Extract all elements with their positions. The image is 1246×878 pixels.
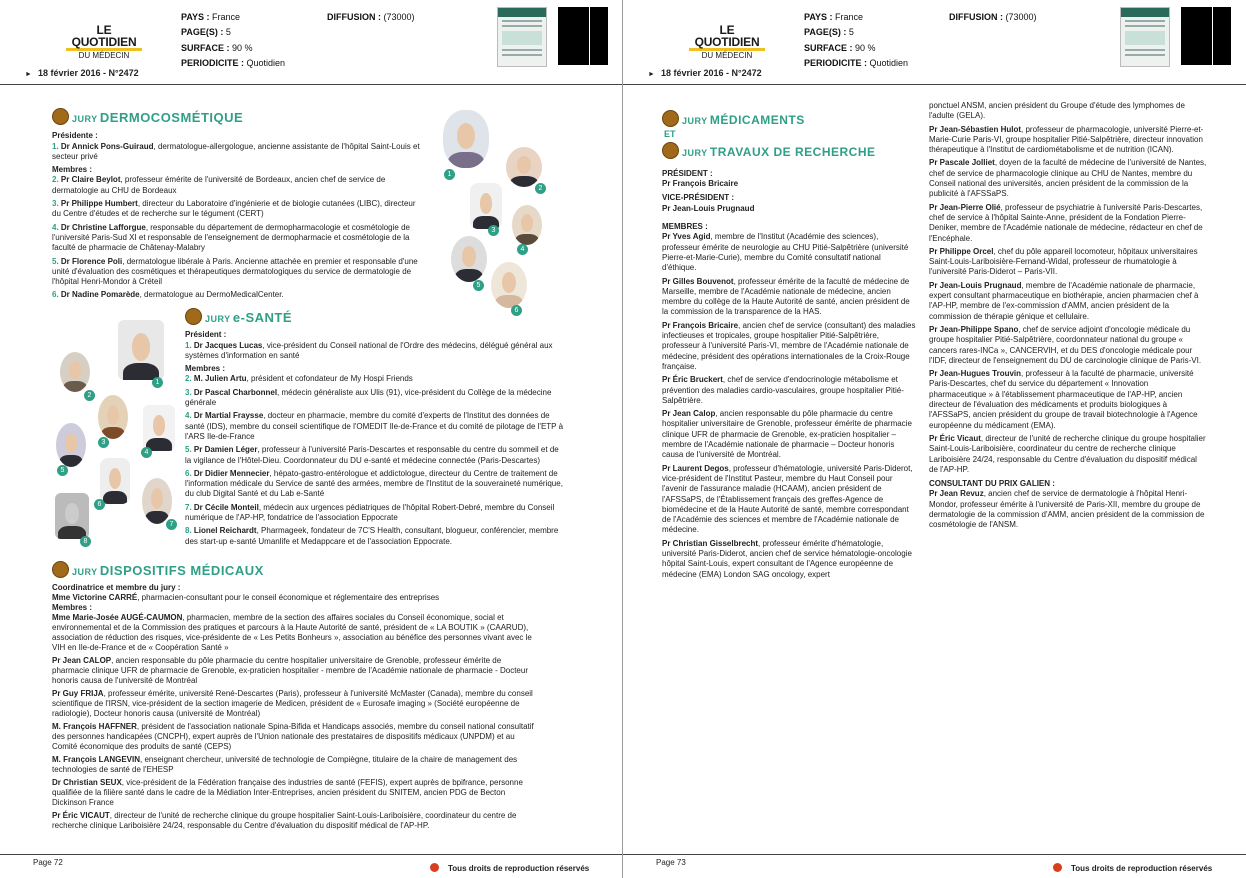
portrait-photo [118,320,164,380]
member-name: Pr Jean-Hugues Trouvin [929,369,1022,379]
jury-member-entry [929,434,1207,475]
member-description: , responsable du département de dermopharmacologie et cosmétologie de l'université Paris-Sud XI et responsable de l'enseignement de dermopharmacie et cosmétologie de la faculté de pharmacie de Châtenay-Malabry [52,222,410,253]
jury-member-entry [662,232,917,273]
bullet-icon [1053,863,1062,872]
member-description: , médecin aux urgences pédiatriques de l'hôpital Robert-Debré, membre du Conseil numérique de l'AP-HP, fondatrice de l'association Eppocrate [185,502,555,523]
member-description: , président de l'association nationale Spina-Bifida et Handicaps associés, membre du conseil national consultatif des personnes handicapées (CNCPH), expert auprès de l'Union nationale des prestataires de dispositifs médicaux (UNPDM) et au Comité économique des produits de santé (CEPS) [52,722,534,751]
member-name: Dr Florence Poli [60,256,123,266]
photo-number-badge: 4 [141,447,152,458]
member-name: M. François LANGEVIN [52,755,141,764]
issue-date: ► 18 février 2016 - N°2472 [25,68,139,78]
member-description: , membre de l'Institut (Académie des sciences), professeur émérite de neurologie au CHU Pitié-Salpêtrière (université Pierre-et-Marie-Curie), membre du Comité consultatif national d'éthique. [662,232,909,273]
member-name: Pr Éric VICAUT [52,811,110,820]
member-name: Mme Marie-Josée AUGÉ-CAUMON [52,613,183,622]
member-description: , doyen de la faculté de médecine de l'université de Nantes, chef de service de pharmacologie clinique au CHU de Nantes, membre du Conseil national des universités, ancien président de la commission de la publicité à l'AFSSaPS. [929,158,1207,199]
member-name: Pr Éric Vicaut [929,433,981,443]
member-description: , professeur à l'université Paris-Descartes et responsable du centre du sommeil et de la vigilance de l'Hôtel-Dieu. Coordonnateur du DU e-santé et médecine connectée (Paris-Descartes) [185,445,559,465]
member-name: Pr Philippe Humbert [60,199,138,209]
jury-member-entry [52,689,538,719]
portrait-photo [451,236,487,282]
medal-icon [662,110,679,127]
section-heading: JURY DERMOCOSMÉTIQUE [52,108,422,125]
member-name: M. Julien Artu [193,374,247,384]
jury-member-entry: 4. Dr Martial Fraysse, docteur en pharmacie, membre du comité d'experts de l'Institut des données de santé (IDS), membre du conseil scientifique de l'OMEDIT Ile-de-France et du comité de pilotage de l'ETP à l'ARS Ile-de-France [185,411,564,441]
jury-member-entry [52,656,538,686]
jury-member-entry: 3. Dr Pascal Charbonnel, médecin généraliste aux Ulis (91), vice-président du Collège de la médecine générale [185,387,552,408]
medal-icon [52,561,69,578]
member-description: , professeur de pharmacologie, université Pierre-et-Marie-Curie Paris-VI, groupe hospitalier Pitié-Salpêtrière, directeur innovation thérapeutique à l'Institut de cardiométabolisme et de nutrition (ICAN). [929,124,1204,155]
copyright-notice: Tous droits de reproduction réservés [1053,863,1212,873]
medicaments-col2: ponctuel ANSM, ancien président du Groupe d'étude des lymphomes de l'adulte (GELA). Pr Jean-Sébastien Hulot, professeur de pharmacologie, université Pierre-et-Marie-Curie Paris-VI, groupe hospitalier Pitié-Salpêtrière, directeur innovation thérapeutique à l'Institut de cardiométabolisme et de nutrition (ICAN). Pr Pascale Jolliet, doyen de la faculté de médecine de l'université de Nantes, chef de service de pharmacologie clinique au CHU de Nantes, membre du Conseil national des universités, ancien président de la commission de la publicité à l'AFSSaPS. Pr Jean-Pierre Olié, professeur de psychiatrie à l'université Paris-Descartes, chef de service à l'hôpital Sainte-Anne, président de la Fondation Pierre-Deniker, membre de l'Académie nationale de médecine, rédacteur en chef de l'Encéphale. Pr Philippe Orcel, chef du pôle appareil locomoteur, hôpitaux universitaires Saint-Louis-Lariboisière-Fernand-Widal, professeur de rhumatologie à l'université Paris-Diderot – Paris-VII. Pr Jean-Louis Prugnaud, membre de l'Académie nationale de pharmacie, expert consultant pharmaceutique en biothérapie, ancien pharmacien chef à l'AP-HP, membre de l'ex-commission d'AMM, ancien président de la commission de thérapie génique et cellulaire. Pr Jean-Philippe Spano, chef de service adjoint d'oncologie médicale du groupe hospitalier Pitié-Salpêtrière, coordonnateur national du groupe « cancers rares-INCa », CANCERVIH, et du DES d'oncologie médicale pour l'IDF, directeur de l'enseignement du DU de carcinologie clinique de Paris-VI. Pr Jean-Hugues Trouvin, professeur à la faculté de pharmacie, université Paris-Descartes, chef du service du département « Innovation pharmaceutique » à l'établissement pharmaceutique de l'AP-HP, ancien directeur de l'évaluation des médicaments et produits biologiques à l'AFSSaPS, ancien président du groupe de travail biotechnologie à l'Agence européenne du médicament (EMA). Pr Éric Vicaut, directeur de l'unité de recherche clinique du groupe hospitalier Saint-Louis-Lariboisière, coordinateur du centre de recherche clinique Lariboisière 24/24, responsable du Centre d'évaluation du dispositif médical de l'AP-HP. CONSULTANT DU PRIX GALIEN : Pr Jean Revuz, ancien chef de service de dermatologie à l'hôpital Henri-Mondor, professeur émérite à l'université de Paris-XII, membre du groupe de dermatologie de la commission d'AMM, ancien président de la commission de cosmétologie de l'ANSM. [929,101,1207,530]
jury-member-entry [929,281,1207,322]
medal-icon [185,308,202,325]
jury-member-entry [929,325,1207,366]
page-number: Page 73 [656,858,686,867]
copyright-notice: Tous droits de reproduction réservés [430,863,589,873]
portrait-photo [55,493,89,539]
photo-number-badge: 6 [94,499,105,510]
jury-member-entry: 5. Pr Damien Léger, professeur à l'université Paris-Descartes et responsable du centre du sommeil et de la vigilance de l'Hôtel-Dieu. Coordonnateur du DU e-santé et médecine connectée (Paris-Descartes) [185,445,559,465]
member-description: , dermatologue libérale à Paris. Ancienne attachée en premier et responsable d'une unité d'évaluation des cosmétiques et thérapeutiques dermatologiques du service de dermatologie de l'hôpital Henri-Mondor à Créteil [52,256,418,287]
heading-connector: ET [664,129,676,140]
section-dispositifs: JURY DISPOSITIFS MÉDICAUX Coordinatrice et membre du jury : Mme Victorine CARRÉ, pharmacien-consultant pour le conseil économique et réglementaire des entreprises Membres : Mme Marie-Josée AUGÉ-CAUMON, pharmacien, membre de la section des affaires sociales du Conseil économique, social et environnemental et de la Commission des pratiques et parcours à la Haute Autorité de santé, président de « LA BOUTIK » (CAARUD), association de réduction des risques, vice-présidente de « Les Petits Bonheurs », association au bénéfice des personnes vivant avec le VIH en Ile-de-France et de « Coopération Santé » Pr Jean CALOP, ancien responsable du pôle pharmacie du centre hospitalier universitaire de Grenoble, professeur émérite de pharmacie clinique UFR de pharmacie de Grenoble, ex-praticien hospitalier - membre de l'Académie nationale de pharmacie - Docteur honoris causa de l'université de Montréal Pr Guy FRIJA, professeur émérite, université René-Descartes (Paris), professeur à l'université McMaster (Canada), membre du conseil scientifique de l'IRSN, vice-président de la section imagerie de Medicen, président de « Eurosafe imaging » (Société européenne de radiologie), Docteur honoris causa (université de Montréal) M. François HAFFNER, président de l'association nationale Spina-Bifida et Handicaps associés, membre du conseil national consultatif des personnes handicapées (CNCPH), expert auprès de l'Union nationale des prestataires de dispositifs médicaux (UNPDM) et au Comité économique des produits de santé (CEPS) M. François LANGEVIN, enseignant chercheur, université de technologie de Compiègne, titulaire de la chaire de management des technologies de santé de l'EHESP Dr Christian SEUX, vice-président de la Fédération française des industries de santé (FEFIS), expert auprès de bpifrance, personne qualifiée de la filière santé dans le cadre de la Médiation Inter-Entreprises, ancien président du SNITEM, ancien PDG de Becton Dickinson France Pr Éric VICAUT, directeur de l'unité de recherche clinique du groupe hospitalier Saint-Louis-Lariboisière, coordinateur du centre de recherche clinique Lariboisière 24/24, responsable du Centre d'évaluation du dispositif médical de l'AP-HP. [52,561,538,834]
photo-number-badge: 3 [488,225,499,236]
member-name: Dr Christian SEUX [52,778,122,787]
section-heading: JURY TRAVAUX DE RECHERCHE [662,142,917,159]
member-description: , professeur à la faculté de pharmacie, université Paris-Descartes, chef du service du département « Innovation pharmaceutique » à l'établissement pharmaceutique de l'AP-HP, ancien directeur de l'évaluation des médicaments et produits biologiques à l'AFSSaPS, ancien président du groupe de travail biotechnologie à l'Agence européenne du médicament (EMA). [929,369,1198,430]
member-name: Pr Jean-Louis Prugnaud [929,280,1022,290]
member-description: , professeur d'hématologie, université Paris-Diderot, vice-président de l'Institut Pasteur, membre du Haut Conseil pour l'avenir de l'assurance maladie (HCAAM), ancien président de l'AFSSaPS, de l'Établissement français des greffes-Agence de biomédecine et de la Haute Autorité de santé, membre correspondant de l'Académie des sciences et membre de l'Académie nationale de médecine. [662,463,913,535]
source-meta: PAYS : France PAGE(S) : 5 SURFACE : 90 % PERIODICITE : Quotidien [181,12,286,68]
member-name: Dr Pascal Charbonnel [193,387,278,397]
jury-member-entry [929,369,1207,431]
member-description: , chef de service adjoint d'oncologie médicale du groupe hospitalier Pitié-Salpêtrière, coordonnateur national du groupe « cancers rares-INCa », CANCERVIH, et du DES d'oncologie médicale pour l'IDF, directeur de l'enseignement du DU de carcinologie clinique de Paris-VI. [929,324,1202,365]
medal-icon [52,108,69,125]
jury-member-entry: 2. M. Julien Artu, président et cofondateur de My Hospi Friends [185,374,413,384]
member-name: Pr Jean-Sébastien Hulot [929,124,1022,134]
member-description: , vice-président de la Fédération française des industries de santé (FEFIS), expert auprès de bpifrance, personne qualifiée de la filière santé dans le cadre de la Médiation Inter-Entreprises, ancien président du SNITEM, ancien PDG de Becton Dickinson France [52,778,523,807]
page-header [0,0,622,85]
jury-member-entry [52,722,538,752]
jury-member-entry: 6. Dr Didier Mennecier, hépato-gastro-entérologue et addictologue, directeur du Centre de traitement de l'information médicale du Service de santé des armées, membre de l'Institut de la souveraineté numérique, du club Digital Santé et du Lab e-Santé [185,468,563,499]
portrait-photo [56,423,86,467]
section-esante: JURY e-SANTÉ Président : 1. Dr Jacques Lucas, vice-président du Conseil national de l'Ordre des médecins, délégué général aux systèmes d'information en santé Membres : 2. M. Julien Artu, président et cofondateur de My Hospi Friends 3. Dr Pascal Charbonnel, médecin généraliste aux Ulis (91), vice-président du Collège de la médecine générale 4. Dr Martial Fraysse, docteur en pharmacie, membre du comité d'experts de l'Institut des données de santé (IDS), membre du conseil scientifique de l'OMEDIT Ile-de-France et du comité de pilotage de l'ETP à l'ARS Ile-de-France 5. Pr Damien Léger, professeur à l'université Paris-Descartes et responsable du centre du sommeil et de la vigilance de l'Hôtel-Dieu. Coordonnateur du DU e-santé et médecine connectée (Paris-Descartes) 6. Dr Didier Mennecier, hépato-gastro-entérologue et addictologue, directeur du Centre de traitement de l'information médicale du Service de santé des armées, membre de l'Institut de la souveraineté numérique, du club Digital Santé et du Lab e-Santé 7. Dr Cécile Monteil, médecin aux urgences pédiatriques de l'hôpital Robert-Debré, membre du Conseil numérique de l'AP-HP, fondatrice de l'association Eppocrate 8. Lionel Reichardt, Pharmageek, fondateur de 7C'S Health, consultant, blogueur, conférencier, membre des start-up e-santé Umanlife et Medappcare et de l'association Eppocrate. [185,310,564,546]
member-name: M. François HAFFNER [52,722,137,731]
section-heading: JURY DISPOSITIFS MÉDICAUX [52,561,538,578]
jury-member-entry: 3. Pr Philippe Humbert, directeur du Laboratoire d'ingénierie et de biologie cutanées (LIBC), directeur du Centre d'études et de recherche sur le tégument (CERT) [52,199,416,219]
member-name: Pr Guy FRIJA [52,689,104,698]
photo-number-badge: 4 [517,244,528,255]
portrait-photo [470,183,502,229]
medicaments-col1: JURY MÉDICAMENTS ET JURY TRAVAUX DE RECHERCHE PRÉSIDENT : Pr François Bricaire VICE-PRÉSIDENT : Pr Jean-Louis Prugnaud MEMBRES : Pr Yves Agid, membre de l'Institut (Académie des sciences), professeur émérite de neurologie au CHU Pitié-Salpêtrière (université Pierre-et-Marie-Curie), membre du Comité consultatif national d'éthique. Pr Gilles Bouvenot, professeur émérite de la faculté de médecine de Marseille, membre de l'Académie nationale de médecine, ancien membre du collège de la Haute Autorité de santé, ancien président de la commission de la transparence de la HAS. Pr François Bricaire, ancien chef de service (consultant) des maladies infectieuses et tropicales, groupe hospitalier Pitié-Salpêtrière, professeur à l'université Paris-VI, membre de l'Académie nationale de médecine, président des opérations internationales de la Croix-Rouge française. Pr Éric Bruckert, chef de service d'endocrinologie métabolisme et prévention des maladies cardio-vasculaires, groupe hospitalier Pitié-Salpêtrière. Pr Jean Calop, ancien responsable du pôle pharmacie du centre hospitalier universitaire de Grenoble, professeur émérite de pharmacie clinique UFR de pharmacie de Grenoble, ex-praticien hospitalier – membre de l'Académie nationale de pharmacie – Docteur honoris causa de l'université de Montréal. Pr Laurent Degos, professeur d'hématologie, université Paris-Diderot, vice-président de l'Institut Pasteur, membre du Haut Conseil pour l'avenir de l'assurance maladie (HCAAM), ancien président de l'AFSSaPS, de l'Établissement français des greffes-Agence de biomédecine et de la Haute Autorité de santé, membre correspondant de l'Académie des sciences et membre de l'Académie nationale de médecine. Pr Christian Gisselbrecht, professeur émérite d'hématologie, université Paris-Diderot, ancien chef de service hématologie-oncologie hôpital Saint-Louis, expert consultant de l'Agence européenne de médecine (EMA) London SAG oncology, expert [662,110,917,583]
page-header [623,0,1246,85]
member-description: , médecin généraliste aux Ulis (91), vice-président du Collège de la médecine générale [185,387,552,408]
page-number: Page 72 [33,858,63,867]
portrait-photo [512,205,542,245]
photo-number-badge: 5 [473,280,484,291]
member-name: Lionel Reichardt [193,526,257,536]
member-description: , professeur émérite, université René-Descartes (Paris), professeur à l'université McMaster (Canada), membre du conseil scientifique de l'IRSN, vice-président de la section imagerie de Medicen, président de « Eurosafe imaging » (Société européenne de radiologie), Docteur honoris causa (université de Montréal) [52,689,533,718]
jury-member-entry: 8. Lionel Reichardt, Pharmageek, fondateur de 7C'S Health, consultant, blogueur, conférencier, membre des start-up e-santé Umanlife et Medappcare et de l'association Eppocrate. [185,526,559,546]
member-description: , chef du pôle appareil locomoteur, hôpitaux universitaires Saint-Louis-Lariboisière-Fernand-Widal, professeur de rhumatologie à l'université Paris-Diderot – Paris-VII. [929,246,1198,277]
medal-icon [662,142,679,159]
member-name: Dr Christine Lafforgue [60,222,146,232]
member-description: , pharmacien, membre de la section des affaires sociales du Conseil économique, social et environnemental et de la Commission des pratiques et parcours à la Haute Autorité de santé, président de « LA BOUTIK » (CAARUD), association de réduction des risques, vice-présidente de « Les Petits Bonheurs », association au bénéfice des personnes vivant avec le VIH en Ile-de-France et de « Coopération Santé » [52,613,532,652]
photo-number-badge: 2 [535,183,546,194]
member-name: Pr Laurent Degos [662,463,729,473]
jury-member-entry: 5. Dr Florence Poli, dermatologue libérale à Paris. Ancienne attachée en premier et responsable d'une unité d'évaluation des cosmétiques et thérapeutiques dermatologiques du service de dermatologie de l'hôpital Henri-Mondor à Créteil [52,256,418,287]
jury-member-entry [662,464,917,536]
photo-number-badge: 5 [57,465,68,476]
jury-member-entry [52,755,538,775]
member-description: , ancien responsable du pôle pharmacie du centre hospitalier universitaire de Grenoble, professeur émérite de pharmacie clinique UFR de pharmacie de Grenoble, ex-praticien hospitalier – membre de l'Académie nationale de pharmacie – Docteur honoris causa de l'université de Montréal. [662,409,912,460]
jury-member-entry [662,321,917,372]
member-description: , professeur émérite d'hématologie, université Paris-Diderot, ancien chef de service hématologie-oncologie hôpital Saint-Louis, expert consultant de l'Agence européenne de médecine (EMA) London SAG oncology, expert [662,538,912,579]
portrait-photo [443,110,489,168]
photo-number-badge: 3 [98,437,109,448]
jury-member-entry: 2. Pr Claire Beylot, professeur émérite de l'université de Bordeaux, ancien chef de service de dermatologie au CHU de Bordeaux [52,175,386,195]
section-dermo: JURY DERMOCOSMÉTIQUE Présidente : 1. Dr Annick Pons-Guiraud, dermatologue-allergologue, ancienne assistante de l'hôpital Saint-Louis et secteur privé Membres : 2. Pr Claire Beylot, professeur émérite de l'université de Bordeaux, ancien chef de service de dermatologie au CHU de Bordeaux 3. Pr Philippe Humbert, directeur du Laboratoire d'ingénierie et de biologie cutanées (LIBC), directeur du Centre d'études et de recherche sur le tégument (CERT) 4. Dr Christine Lafforgue, responsable du département de dermopharmacologie et cosmétologie de l'université Paris-Sud XI et responsable de l'enseignement de dermopharmacie et cosmétologie de la faculté de pharmacie de Châtenay-Malabry 5. Dr Florence Poli, dermatologue libérale à Paris. Ancienne attachée en premier et responsable d'une unité d'évaluation des cosmétiques et thérapeutiques dermatologiques du service de dermatologie de l'hôpital Henri-Mondor à Créteil 6. Dr Nadine Pomarède, dermatologue au DermoMedicalCenter. [52,108,422,304]
portrait-photo [98,395,128,439]
member-name: Pr Éric Bruckert [662,375,723,385]
member-name: Pr Gilles Bouvenot [662,276,734,286]
member-description: , professeur de psychiatrie à l'université Paris-Descartes, chef de service à l'hôpital Sainte-Anne, président de la Fondation Pierre-Deniker, membre de l'Académie nationale de médecine, rédacteur en chef de l'Encéphale. [929,202,1203,243]
page-footer [623,854,1246,878]
right-page [623,0,1246,878]
source-meta: PAYS : France PAGE(S) : 5 SURFACE : 90 % PERIODICITE : Quotidien [804,12,909,68]
member-description: , dermatologue au DermoMedicalCenter. [139,290,284,300]
portrait-photo [60,352,90,392]
cover-thumbnail [1120,7,1170,67]
member-description: , enseignant chercheur, université de technologie de Compiègne, titulaire de la chaire de management des technologies de santé de l'EHESP [52,755,518,774]
member-name: Pr Jean-Philippe Spano [929,324,1019,334]
page-footer [0,854,622,878]
redacted-block [558,7,608,65]
member-name: Pr Jean CALOP [52,656,112,665]
member-description: , membre de l'Académie nationale de pharmacie, expert consultant pharmaceutique en biothérapie, ancien pharmacien chef à l'AP-HP, membre de l'ex-commission d'AMM, ancien président de la commission de thérapie génique et cellulaire. [929,280,1199,321]
member-name: Dr Martial Fraysse [193,411,264,421]
member-name: Dr Didier Mennecier [193,468,270,478]
jury-member-entry [662,375,917,406]
diffusion-meta: DIFFUSION : (73000) [949,12,1037,22]
member-description: , ancien chef de service (consultant) des maladies infectieuses et tropicales, groupe hospitalier Pitié-Salpêtrière, professeur à l'université Paris-VI, membre de l'Académie nationale de médecine, président des opérations internationales de la Croix-Rouge française. [662,320,916,371]
member-description: , docteur en pharmacie, membre du comité d'experts de l'Institut des données de santé (IDS), membre du conseil scientifique de l'OMEDIT Ile-de-France et du comité de pilotage de l'ETP à l'ARS Ile-de-France [185,411,564,441]
member-name: Pr Christian Gisselbrecht [662,538,759,548]
member-name: Pr Philippe Orcel [929,246,994,256]
issue-date: ► 18 février 2016 - N°2472 [648,68,762,78]
member-name: Pr Yves Agid [662,232,711,242]
member-description: , chef de service d'endocrinologie métabolisme et prévention des maladies cardio-vasculaires, groupe hospitalier Pitié-Salpêtrière. [662,375,904,405]
jury-member-entry [52,613,538,653]
continued-text: ponctuel ANSM, ancien président du Groupe d'étude des lymphomes de l'adulte (GELA). [929,101,1185,121]
member-name: Pr Claire Beylot [60,175,121,185]
member-description: , président et cofondateur de My Hospi Friends [246,374,413,384]
newspaper-logo: LE QUOTIDIEN DU MÉDECIN [66,24,142,61]
member-name: Pr Jean-Pierre Olié [929,202,1001,212]
jury-member-entry [52,778,538,808]
member-description: , ancien responsable du pôle pharmacie du centre hospitalier universitaire de Grenoble, professeur émérite de pharmacie clinique UFR de pharmacie de Grenoble, ex-praticien hospitalier - membre de l'Académie nationale de pharmacie - Docteur honoris causa de l'université de Montréal [52,656,528,685]
jury-member-entry: 4. Dr Christine Lafforgue, responsable du département de dermopharmacologie et cosmétologie de l'université Paris-Sud XI et responsable de l'enseignement de dermopharmacie et cosmétologie de la faculté de pharmacie de Châtenay-Malabry [52,222,410,253]
bullet-icon [430,863,439,872]
member-name: Dr Cécile Monteil [193,502,259,512]
member-description: , Pharmageek, fondateur de 7C'S Health, consultant, blogueur, conférencier, membre des start-up e-santé Umanlife et Medappcare et de l'association Eppocrate. [185,526,559,546]
member-name: Pr Damien Léger [193,445,258,455]
jury-member-entry [662,539,917,580]
member-description: , directeur de l'unité de recherche clinique du groupe hospitalier Saint-Louis-Lariboisière, coordinateur du centre de recherche clinique Lariboisière 24/24, responsable du Centre d'évaluation du dispositif médical de l'AP-HP. [929,433,1206,474]
member-name: Dr Nadine Pomarède [60,290,140,300]
photo-number-badge: 1 [444,169,455,180]
portrait-photo [100,458,130,504]
jury-member-entry: 7. Dr Cécile Monteil, médecin aux urgences pédiatriques de l'hôpital Robert-Debré, membre du Conseil numérique de l'AP-HP, fondatrice de l'association Eppocrate [185,502,555,523]
photo-number-badge: 1 [152,377,163,388]
jury-member-entry [929,247,1207,278]
member-description: , directeur de l'unité de recherche clinique du groupe hospitalier Saint-Louis-Lariboisière, coordinateur du centre de recherche clinique Lariboisière 24/24, responsable du Centre d'évaluation du dispositif médical de l'AP-HP. [52,811,517,830]
jury-member-entry [662,409,917,460]
redacted-block [1181,7,1231,65]
cover-thumbnail [497,7,547,67]
member-name: Pr Jean Calop [662,409,716,419]
photo-number-badge: 6 [511,305,522,316]
member-name: Pr Pascale Jolliet [929,158,995,168]
portrait-photo [143,405,175,451]
jury-member-entry [929,125,1207,156]
jury-member-entry [662,277,917,318]
member-description: , hépato-gastro-entérologue et addictologue, directeur du Centre de traitement de l'information médicale du Service de santé des armées, membre de l'Institut de la souveraineté numérique, du club Digital Santé et du Lab e-Santé [185,468,563,499]
photo-number-badge: 7 [166,519,177,530]
newspaper-logo: LE QUOTIDIEN DU MÉDECIN [689,24,765,61]
member-description: , professeur émérite de l'université de Bordeaux, ancien chef de service de dermatologie au CHU de Bordeaux [52,175,386,195]
member-description: , professeur émérite de la faculté de médecine de Marseille, membre de l'Académie nationale de médecine, ancien membre du collège de la Haute Autorité de santé, ancien président de la commission de la transparence de la HAS. [662,276,910,317]
jury-member-entry [929,203,1207,244]
portrait-photo [491,262,527,308]
portrait-photo [506,147,542,187]
jury-member-entry [52,811,538,831]
jury-member-entry [929,158,1207,199]
section-heading: JURY MÉDICAMENTS [662,110,917,127]
photo-number-badge: 2 [84,390,95,401]
member-description: , directeur du Laboratoire d'ingénierie et de biologie cutanées (LIBC), directeur du Centre d'études et de recherche sur le tégument (CERT) [52,199,416,219]
photo-number-badge: 8 [80,536,91,547]
section-heading: JURY e-SANTÉ [185,308,565,325]
portrait-photo [142,478,172,524]
jury-member-entry: 6. Dr Nadine Pomarède, dermatologue au DermoMedicalCenter. [52,290,284,300]
diffusion-meta: DIFFUSION : (73000) [327,12,415,22]
member-name: Pr François Bricaire [662,320,739,330]
